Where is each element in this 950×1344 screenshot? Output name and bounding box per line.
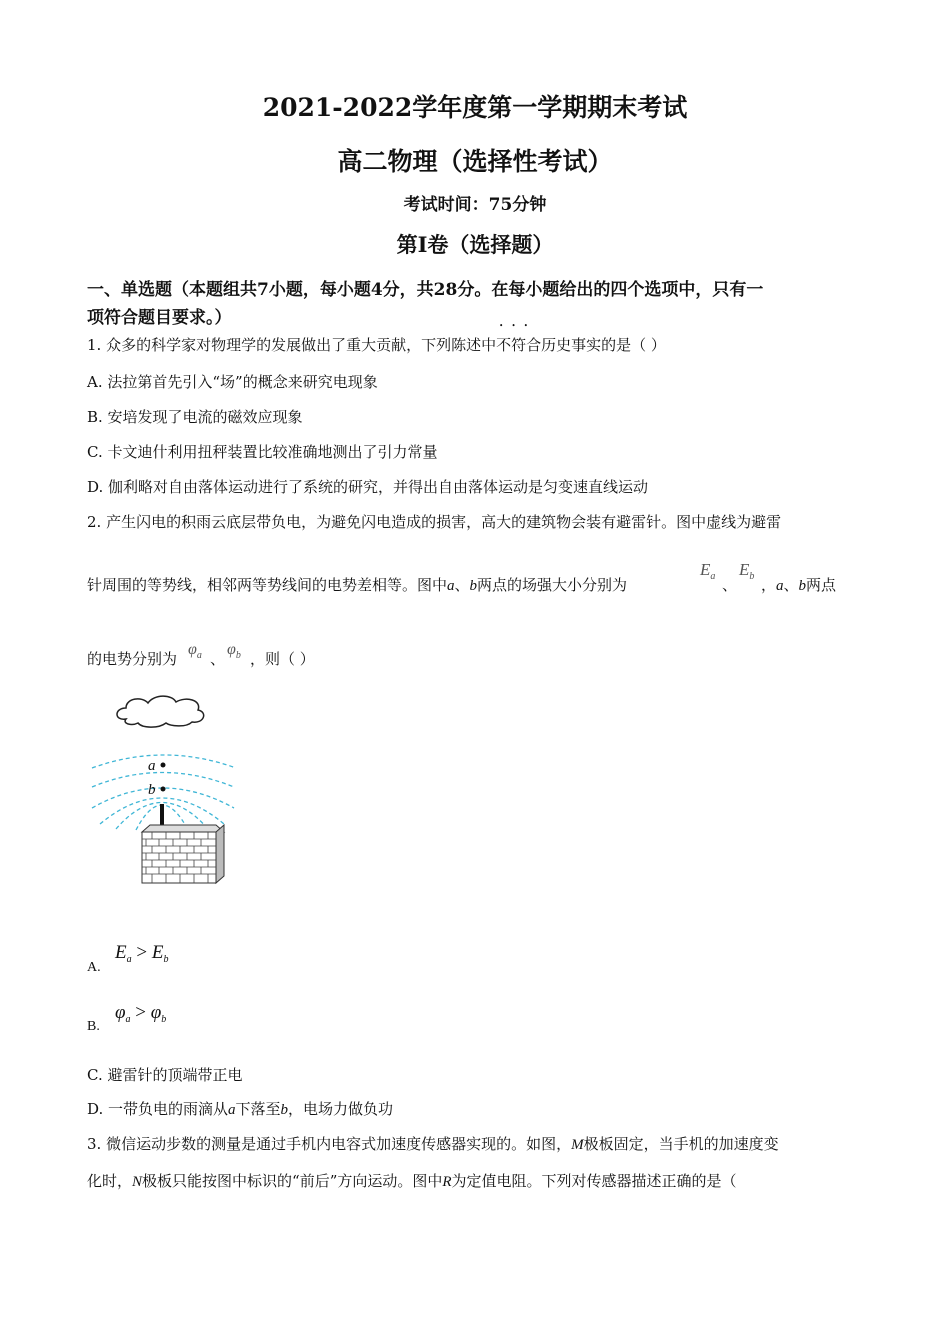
q2-option-d-mid: 下落至 <box>235 1100 281 1118</box>
opt-b-phi2: φ <box>150 1002 162 1023</box>
opt-a-E1: E <box>115 942 127 963</box>
q2-sep3: 、 <box>783 576 799 594</box>
exam-time: 考试时间：75分钟 <box>403 195 547 215</box>
point-a-label: a <box>148 758 156 774</box>
q2-option-d-a: a <box>228 1102 236 1118</box>
opt-a-sub2: b <box>163 954 169 965</box>
q2-line2-a: 针周围的等势线，相邻两等势线间的电势差相等。图中 <box>87 576 448 594</box>
exam-subtitle: 高二物理（选择性考试） <box>337 147 613 176</box>
opt-b-gt: > <box>135 1002 146 1023</box>
section-heading-line1: 一、单选题（本题组共7小题，每小题4分，共28分。在每小题给出的四个选项中，只有一 <box>87 280 764 300</box>
opt-a-gt: > <box>136 942 148 963</box>
q3-line2-a: 化时， <box>87 1172 133 1190</box>
q2-phi-b-sym: φ <box>227 641 236 658</box>
q2-option-d-post: ，电场力做负功 <box>288 1100 394 1118</box>
opt-a-E2: E <box>151 942 164 963</box>
q2-option-b-label: B. <box>87 1019 100 1034</box>
q3-line1-b: 极板固定，当手机的加速度变 <box>583 1135 779 1153</box>
exam-title: 2021-2022学年度第一学期期末考试 <box>262 93 688 122</box>
q1-option-b: B. 安培发现了电流的磁效应现象 <box>87 408 303 426</box>
opt-b-sub1: a <box>125 1014 131 1025</box>
q2-Eb-E: E <box>739 560 750 579</box>
brick-building <box>142 825 224 883</box>
q3-M: M <box>571 1137 584 1153</box>
q2-option-d <box>87 1098 393 1119</box>
q2-option-a-label: A. <box>87 960 101 975</box>
q3-line1 <box>87 1133 779 1154</box>
q2-phi-a <box>188 639 202 661</box>
q2-var-a: a <box>447 578 455 594</box>
q2-option-d-pre: D. 一带负电的雨滴从 <box>87 1100 229 1118</box>
q2-Eb <box>739 560 754 582</box>
q2-phi-b-sub: b <box>235 650 241 661</box>
q3-N: N <box>132 1174 143 1190</box>
q2-phi-a-sym: φ <box>188 641 197 658</box>
q2-option-b-formula <box>115 1002 166 1025</box>
q2-line2-b: 两点的场强大小分别为 <box>477 576 628 594</box>
q2-option-c: C. 避雷针的顶端带正电 <box>87 1066 243 1084</box>
q2-sep: 、 <box>454 576 470 594</box>
cloud-icon <box>117 696 204 727</box>
point-b-dot <box>161 787 166 792</box>
q1-option-a: A. 法拉第首先引入“场”的概念来研究电现象 <box>87 373 378 391</box>
q2-var-b-2: b <box>798 578 807 594</box>
q2-line2-c: 两点 <box>806 576 837 594</box>
lightning-rod-figure <box>86 686 246 891</box>
q3-R: R <box>442 1174 452 1190</box>
point-b-label: b <box>148 782 156 798</box>
q2-comma: ， <box>761 576 777 594</box>
q1-stem-after: 历史事实的是（ ） <box>541 336 666 354</box>
q2-line3-a: 的电势分别为 <box>87 650 178 668</box>
q2-line2 <box>87 574 627 595</box>
opt-b-sub2: b <box>161 1014 167 1025</box>
q3-line1-a: 3. 微信运动步数的测量是通过手机内电容式加速度传感器实现的。如图， <box>87 1135 572 1153</box>
q2-Ea-sub: a <box>710 571 716 582</box>
q2-sep4: 、 <box>210 650 226 668</box>
q2-phi-a-sub: a <box>196 650 202 661</box>
q2-line2-tail <box>761 574 836 595</box>
q2-Eb-sub: b <box>749 571 755 582</box>
q3-line2 <box>87 1170 737 1191</box>
q2-var-a-2: a <box>776 578 784 594</box>
q2-phi-b <box>227 639 241 661</box>
q2-line1: 2. 产生闪电的积雨云底层带负电，为避免闪电造成的损害，高大的建筑物会装有避雷针。图中虚线为避雷 <box>87 513 782 531</box>
volume-title: 第Ⅰ卷（选择题） <box>396 232 554 257</box>
q1-option-d: D. 伽利略对自由落体运动进行了系统的研究，并得出自由落体运动是匀变速直线运动 <box>87 478 649 496</box>
q1-stem-before: 1. 众多的科学家对物理学的发展做出了重大贡献，下列陈述中 <box>87 336 497 354</box>
q1-stem-emphasis: • • • 不符合 <box>496 334 541 355</box>
opt-b-phi1: φ <box>115 1002 126 1023</box>
q2-option-a-formula <box>115 942 168 965</box>
opt-a-sub1: a <box>126 954 132 965</box>
q2-option-d-b: b <box>280 1102 289 1118</box>
q2-var-b: b <box>469 578 478 594</box>
section-heading-line2: 项符合题目要求。） <box>87 308 232 328</box>
q1-option-c: C. 卡文迪什利用扭秤装置比较准确地测出了引力常量 <box>87 443 438 461</box>
q3-line2-c: 为定值电阻。下列对传感器描述正确的是（ <box>451 1172 737 1190</box>
q1-stem <box>87 334 666 355</box>
point-a-dot <box>161 763 166 768</box>
q2-Ea-E: E <box>700 560 711 579</box>
q2-Ea <box>700 560 715 582</box>
q3-line2-b: 极板只能按图中标识的“前后”方向运动。图中 <box>142 1172 443 1190</box>
q2-line3-b: ，则（ ） <box>250 650 315 668</box>
q2-sep2: 、 <box>722 576 738 594</box>
